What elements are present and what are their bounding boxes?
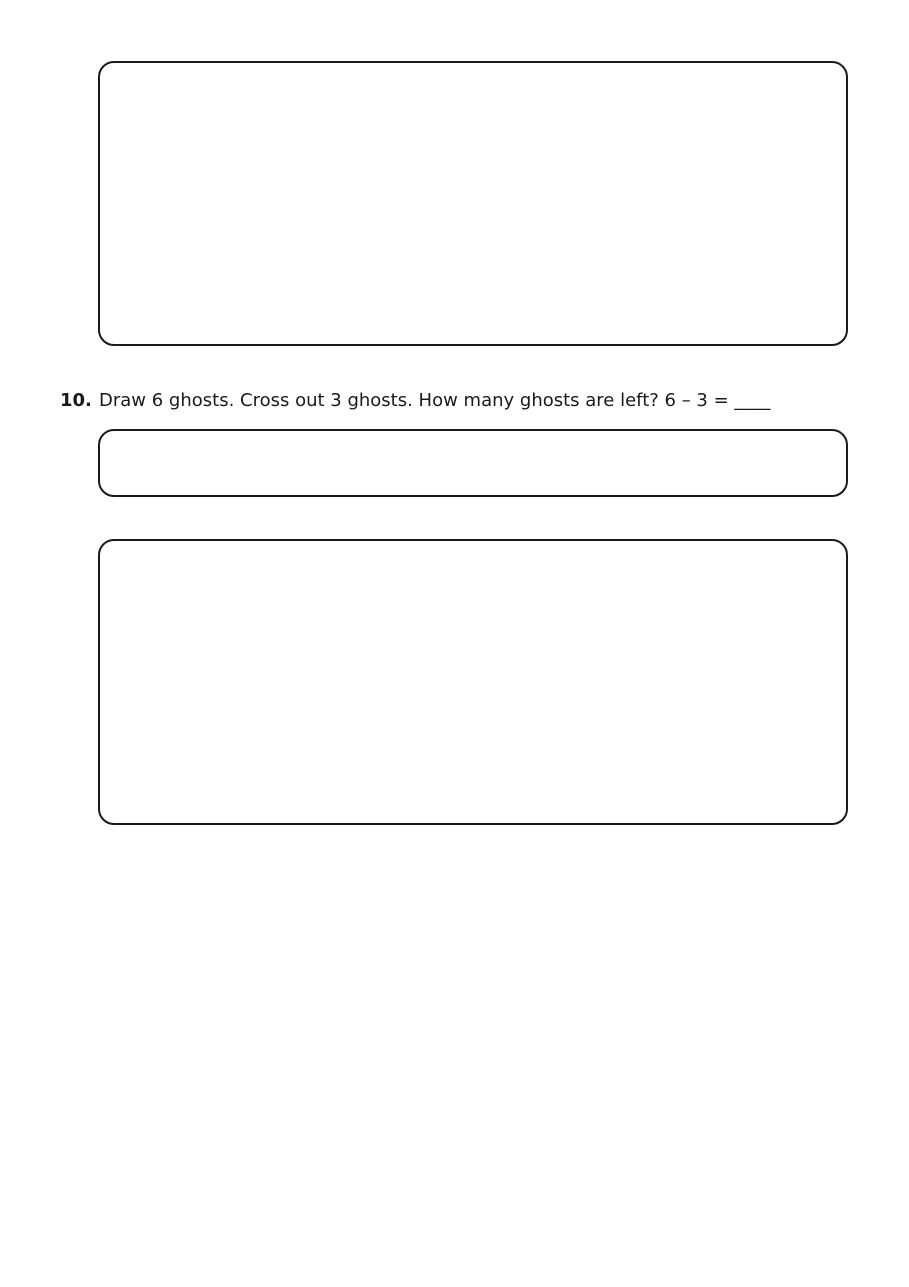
question-number: 10. — [60, 390, 92, 411]
question-10 — [60, 388, 770, 414]
previous-drawing-box[interactable] — [98, 61, 848, 346]
question-text: Draw 6 ghosts. Cross out 3 ghosts. How many ghosts are left? 6 – 3 = ____ — [99, 390, 771, 411]
drawing-box[interactable] — [98, 539, 848, 825]
answer-box[interactable] — [98, 429, 848, 497]
